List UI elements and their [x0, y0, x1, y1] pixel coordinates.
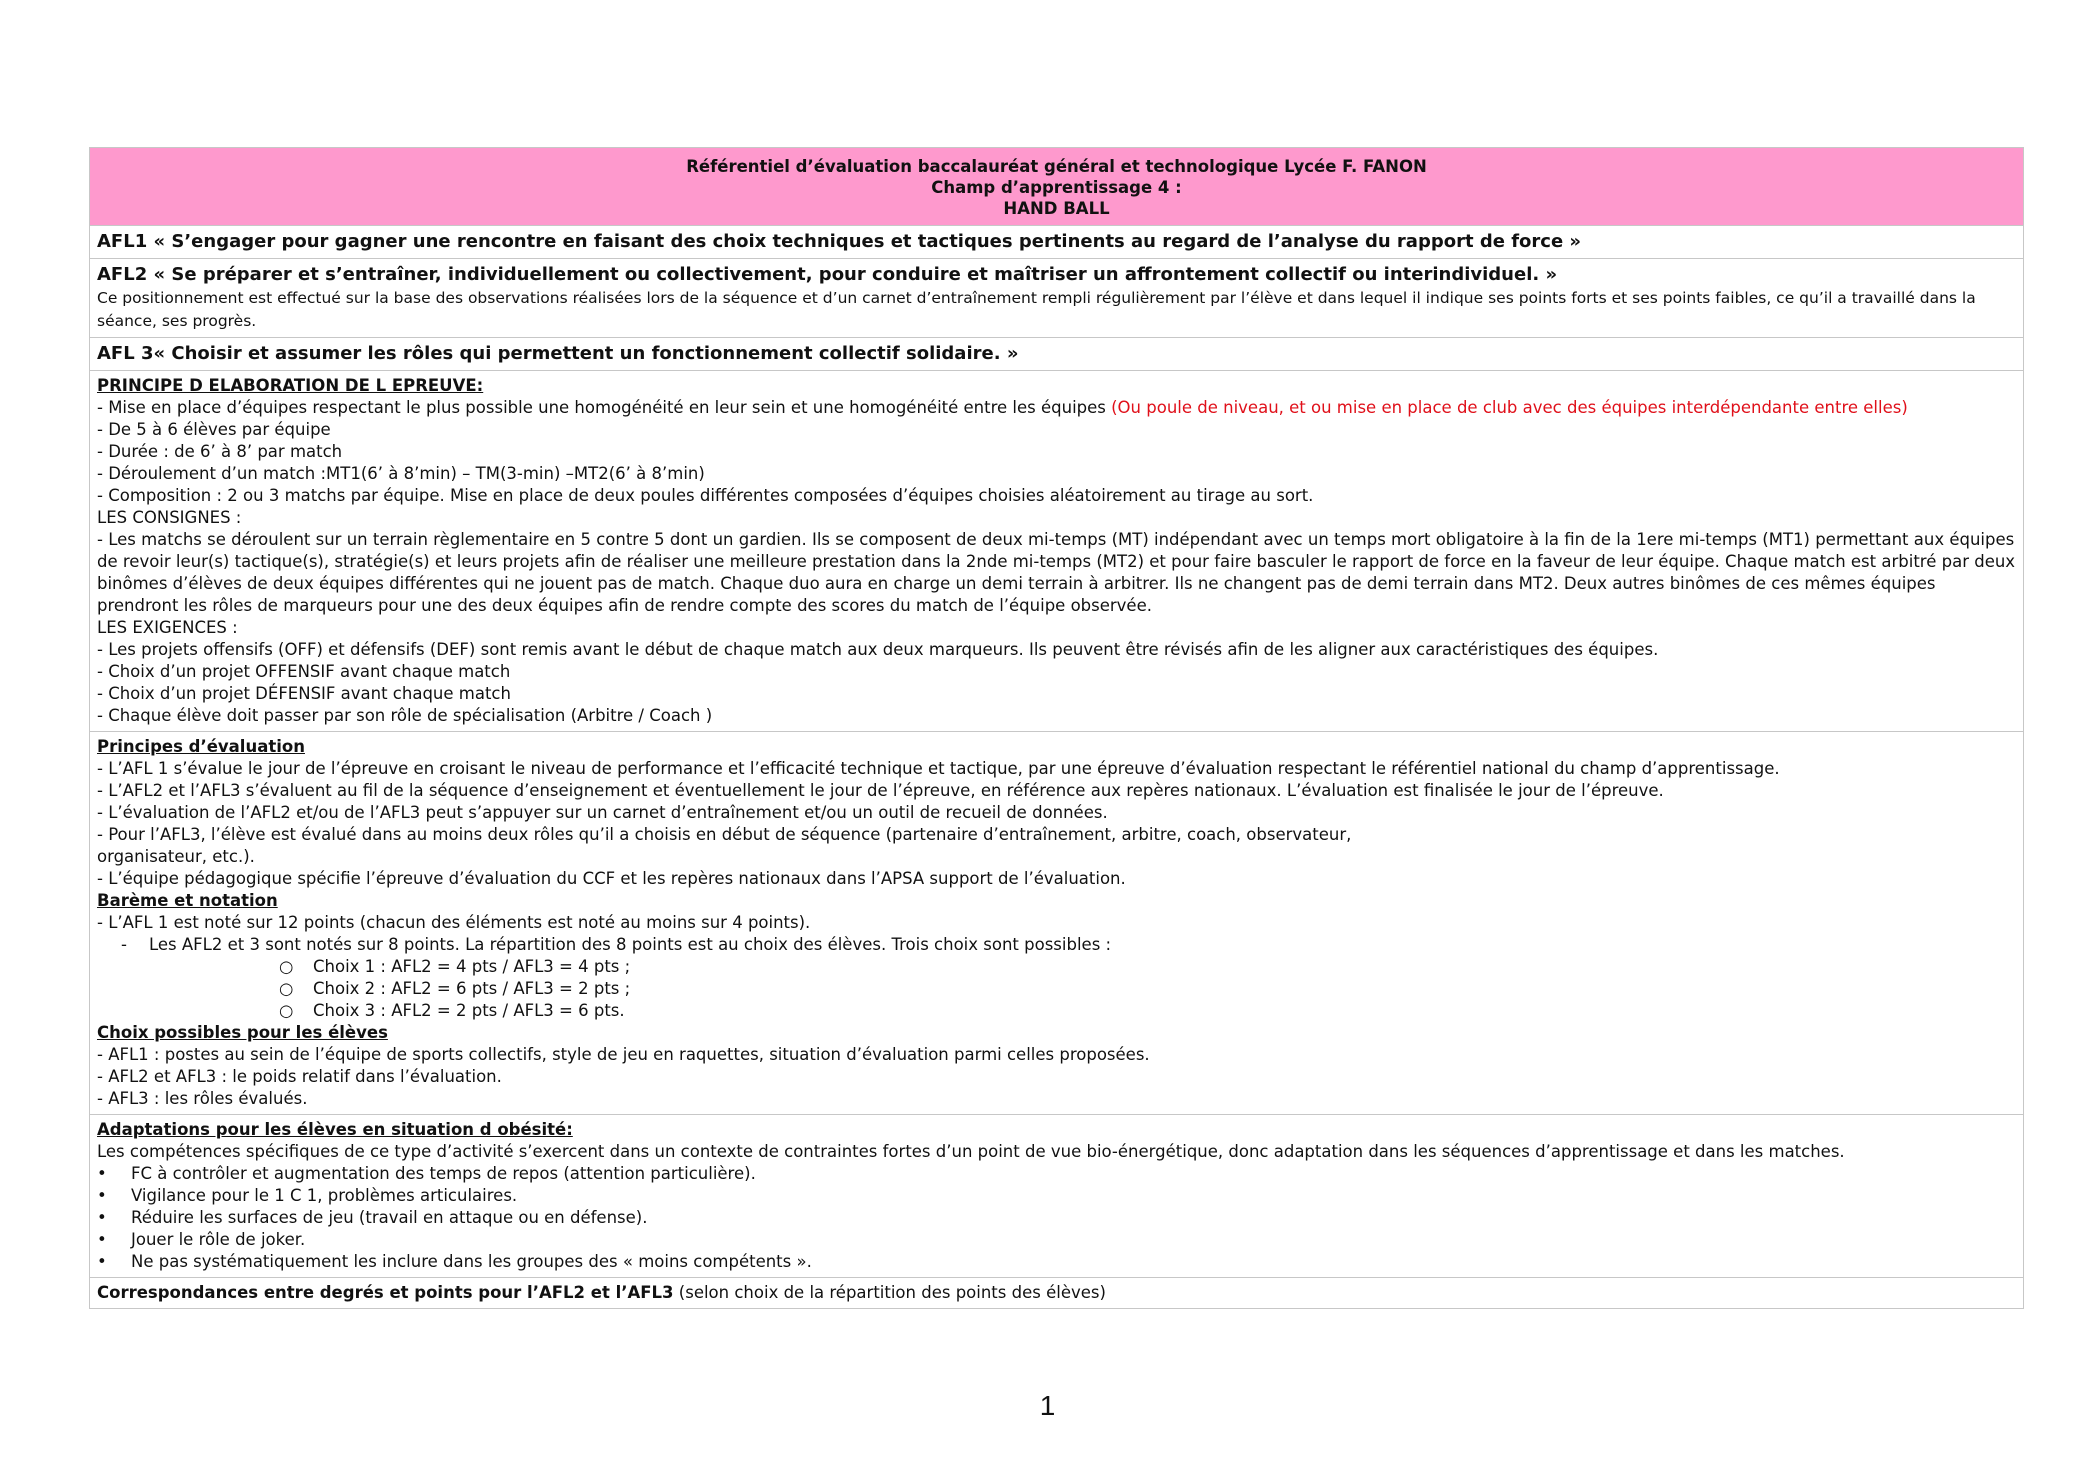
dash-marker: - — [121, 935, 127, 954]
choix-1-text: Choix 1 : AFL2 = 4 pts / AFL3 = 4 pts ; — [313, 957, 631, 976]
adaptation-item-4: Jouer le rôle de joker. — [131, 1230, 306, 1249]
exigence-3: - Choix d’un projet DÉFENSIF avant chaque match — [97, 684, 511, 703]
choix-3-text: Choix 3 : AFL2 = 2 pts / AFL3 = 6 pts. — [313, 1001, 625, 1020]
header-activity: HAND BALL — [1003, 199, 1110, 218]
evaluation-p4b: organisateur, etc.). — [97, 847, 255, 866]
choix-possible-3: - AFL3 : les rôles évalués. — [97, 1089, 308, 1108]
choix-1 — [97, 956, 2016, 978]
consignes-title: LES CONSIGNES : — [97, 508, 242, 527]
table-header — [90, 148, 2024, 226]
adaptation-item-2: Vigilance pour le 1 C 1, problèmes articulaires. — [131, 1186, 518, 1205]
bullet-icon: • — [97, 1252, 107, 1271]
adaptation-item-1: FC à contrôler et augmentation des temps de repos (attention particulière). — [131, 1164, 756, 1183]
principe-line3: - Durée : de 6’ à 8’ par match — [97, 442, 343, 461]
bullet-icon: • — [97, 1208, 107, 1227]
adaptation-item — [97, 1207, 2016, 1229]
bareme-line2 — [97, 934, 2016, 956]
consignes-text: - Les matchs se déroulent sur un terrain règlementaire en 5 contre 5 dont un gardien. Ils se composent de deux mi-temps (MT) indépendant avec un temps mort obligatoire à la fin de la 1ere mi-temps (MT1) permettant aux équipes de revoir leur(s) tactique(s), stratégie(s) et leurs projets afin de réaliser une meilleure prestation dans la 2nde mi-temps (MT2) et pour faire basculer le rapport de force en la faveur de leur équipe. Chaque match est arbitré par deux binômes d’élèves de deux équipes différentes qui ne jouent pas de match. Chaque duo aura en charge un demi terrain à arbitrer. Ils ne changent pas de demi terrain dans MT2. Deux autres binômes de ces mêmes équipes prendront les rôles de marqueurs pour une des deux équipes afin de rendre compte des scores du match de l’équipe observée. — [97, 530, 2016, 615]
bareme-line1: - L’AFL 1 est noté sur 12 points (chacun des éléments est noté au moins sur 4 points). — [97, 913, 811, 932]
afl3-title: AFL 3« Choisir et assumer les rôles qui permettent un fonctionnement collectif solidaire. » — [97, 343, 1019, 364]
adaptations-section — [90, 1115, 2024, 1278]
afl2-note: Ce positionnement est effectué sur la base des observations réalisées lors de la séquence et d’un carnet d’entraînement rempli régulièrement par l’élève et dans lequel il indique ses points forts et ses points faibles, ce qu’il a travaillé dans la séance, ses progrès. — [97, 289, 1976, 330]
choix-possible-2: - AFL2 et AFL3 : le poids relatif dans l’évaluation. — [97, 1067, 502, 1086]
adaptation-item — [97, 1163, 2016, 1185]
choix-possibles-title: Choix possibles pour les élèves — [97, 1023, 388, 1042]
adaptations-intro: Les compétences spécifiques de ce type d’activité s’exercent dans un contexte de contraintes fortes d’un point de vue bio-énergétique, donc adaptation dans les séquences d’apprentissage et dans les matches. — [97, 1142, 1845, 1161]
afl2-title: AFL2 « Se préparer et s’entraîner, individuellement ou collectivement, pour conduire et maîtriser un affrontement collectif ou interindividuel. » — [97, 264, 1558, 285]
evaluation-title: Principes d’évaluation — [97, 737, 305, 756]
circle-bullet-icon: ○ — [279, 957, 294, 976]
header-title: Référentiel d’évaluation baccalauréat général et technologique Lycée F. FANON — [686, 157, 1427, 176]
evaluation-p3: - L’évaluation de l’AFL2 et/ou de l’AFL3 peut s’appuyer sur un carnet d’entraînement et/ou un outil de recueil de données. — [97, 803, 1108, 822]
page-number: 1 — [1039, 1390, 1056, 1421]
choix-possible-1: - AFL1 : postes au sein de l’équipe de sports collectifs, style de jeu en raquettes, situation d’évaluation parmi celles proposées. — [97, 1045, 1150, 1064]
evaluation-p1: - L’AFL 1 s’évalue le jour de l’épreuve en croisant le niveau de performance et l’efficacité technique et tactique, par une épreuve d’évaluation respectant le référentiel national du champ d’apprentissage. — [97, 759, 1780, 778]
evaluation-p2: - L’AFL2 et l’AFL3 s’évaluent au fil de la séquence d’enseignement et éventuellement le jour de l’épreuve, en référence aux repères nationaux. L’évaluation est finalisée le jour de l’épreuve. — [97, 781, 1664, 800]
adaptation-item — [97, 1185, 2016, 1207]
bullet-icon: • — [97, 1164, 107, 1183]
circle-bullet-icon: ○ — [279, 1001, 294, 1020]
adaptation-item-3: Réduire les surfaces de jeu (travail en attaque ou en défense). — [131, 1208, 648, 1227]
evaluation-section — [90, 732, 2024, 1115]
evaluation-p5: - L’équipe pédagogique spécifie l’épreuve d’évaluation du CCF et les repères nationaux dans l’APSA support de l’évaluation. — [97, 869, 1126, 888]
adaptation-item — [97, 1229, 2016, 1251]
bullet-icon: • — [97, 1230, 107, 1249]
correspondances-row — [90, 1278, 2024, 1309]
adaptations-title: Adaptations pour les élèves en situation d obésité: — [97, 1120, 573, 1139]
principe-line — [97, 397, 2016, 419]
bareme-title: Barème et notation — [97, 891, 278, 910]
afl1-row — [90, 226, 2024, 259]
correspondances-title: Correspondances entre degrés et points pour l’AFL2 et l’AFL3 — [97, 1283, 674, 1302]
principe-line2: - De 5 à 6 élèves par équipe — [97, 420, 331, 439]
principe-line5: - Composition : 2 ou 3 matchs par équipe. Mise en place de deux poules différentes composées d’équipes choisies aléatoirement au tirage au sort. — [97, 486, 1314, 505]
adaptation-item — [97, 1251, 2016, 1273]
afl1-title: AFL1 « S’engager pour gagner une rencontre en faisant des choix techniques et tactiques pertinents au regard de l’analyse du rapport de force » — [97, 231, 1582, 252]
choix-3 — [97, 1000, 2016, 1022]
exigence-2: - Choix d’un projet OFFENSIF avant chaque match — [97, 662, 511, 681]
bareme-line2-text: Les AFL2 et 3 sont notés sur 8 points. La répartition des 8 points est au choix des élèves. Trois choix sont possibles : — [149, 935, 1112, 954]
exigences-title: LES EXIGENCES : — [97, 618, 238, 637]
choix-2-text: Choix 2 : AFL2 = 6 pts / AFL3 = 2 pts ; — [313, 979, 631, 998]
exigence-4: - Chaque élève doit passer par son rôle de spécialisation (Arbitre / Coach ) — [97, 706, 713, 725]
exigence-1: - Les projets offensifs (OFF) et défensifs (DEF) sont remis avant le début de chaque match aux deux marqueurs. Ils peuvent être révisés afin de les aligner aux caractéristiques des équipes. — [97, 640, 1659, 659]
evaluation-table — [89, 147, 2024, 1309]
correspondances-note: (selon choix de la répartition des points des élèves) — [673, 1283, 1106, 1302]
afl3-row — [90, 338, 2024, 371]
principe-section — [90, 371, 2024, 732]
afl2-row — [90, 259, 2024, 338]
bullet-icon: • — [97, 1186, 107, 1205]
circle-bullet-icon: ○ — [279, 979, 294, 998]
principe-line4: - Déroulement d’un match :MT1(6’ à 8’min) – TM(3-min) –MT2(6’ à 8’min) — [97, 464, 705, 483]
principe-title: PRINCIPE D ELABORATION DE L EPREUVE: — [97, 376, 484, 395]
adaptation-item-5: Ne pas systématiquement les inclure dans les groupes des « moins compétents ». — [131, 1252, 812, 1271]
principe-line1: - Mise en place d’équipes respectant le plus possible une homogénéité en leur sein et une homogénéité entre les équipes — [97, 398, 1112, 417]
header-subtitle: Champ d’apprentissage 4 : — [931, 178, 1182, 197]
evaluation-p4a: - Pour l’AFL3, l’élève est évalué dans au moins deux rôles qu’il a choisis en début de séquence (partenaire d’entraînement, arbitre, coach, observateur, — [97, 825, 1352, 844]
choix-2 — [97, 978, 2016, 1000]
principe-line1-red: (Ou poule de niveau, et ou mise en place de club avec des équipes interdépendante entre elles) — [1111, 398, 1908, 417]
